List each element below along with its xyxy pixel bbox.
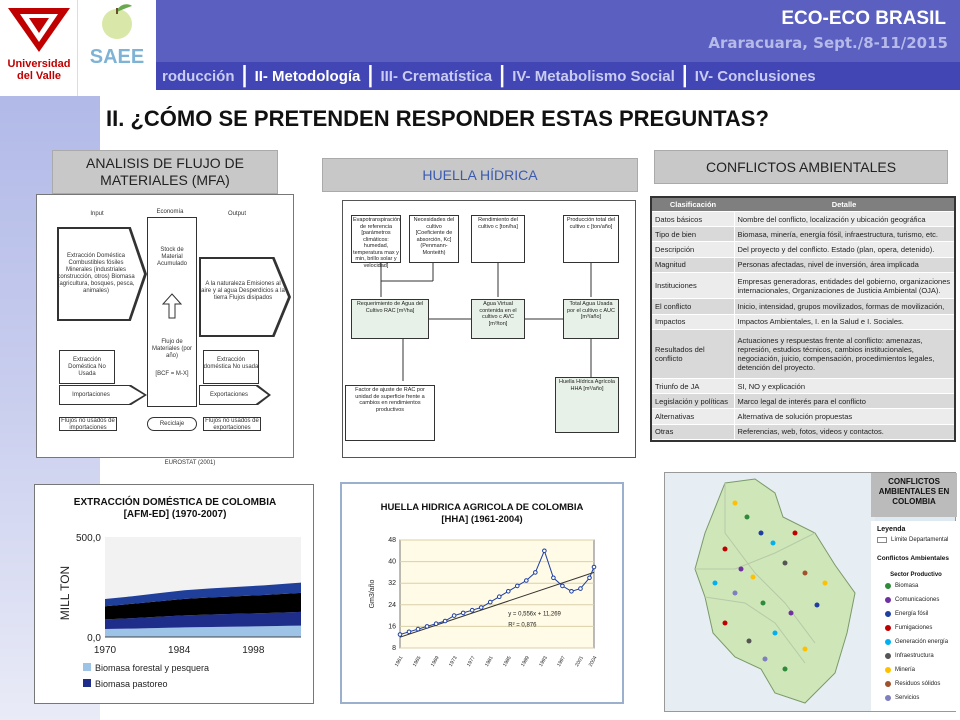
hha-chart-title: HUELLA HIDRICA AGRICOLA DE COLOMBIA [HHA] (1961-2004) — [380, 502, 584, 525]
hha-point — [425, 625, 429, 629]
ed-chart-title: EXTRACCIÓN DOMÉSTICA DE COLOMBIA [AFM-ED] (1970-2007) — [73, 497, 277, 520]
hha-ytick-label: 24 — [388, 601, 396, 609]
map-conflict-marker — [751, 575, 756, 580]
hha-point — [525, 579, 529, 583]
mfa-ext-no-usada-in: Extracción Doméstica No Usada — [68, 357, 106, 377]
legend-dot-icon — [885, 583, 891, 589]
legend-dot-icon — [885, 625, 891, 631]
hha-xtick-label: 1969 — [429, 655, 441, 668]
apple-leaf-icon — [78, 0, 156, 50]
hha-xtick-label: 1961 — [393, 655, 405, 668]
mfa-naturaleza-text: A la naturaleza Emisiones al aire y al agua Desperdicios a la tierra Flujos disipados — [201, 281, 285, 301]
univalle-emblem-icon — [0, 0, 78, 60]
conflictos-title: CONFLICTOS AMBIENTALES — [705, 158, 897, 175]
conflictos-cell-clasificacion: Datos básicos — [652, 212, 734, 227]
hha-chart — [342, 484, 622, 702]
hha-plot-area — [400, 540, 594, 648]
map-title-box — [871, 473, 957, 517]
conflictos-table — [650, 196, 956, 442]
mfa-output-label: Output — [227, 211, 246, 217]
hha-point — [470, 608, 474, 612]
hha-point — [579, 587, 583, 591]
conflictos-row — [652, 212, 954, 227]
hha-xtick-label: 1985 — [502, 655, 513, 668]
map-legend-label: Fumigaciones — [895, 625, 933, 631]
hh-box-necesidades: Necesidades del cultivo [Coeficiente de absorción, Kc] (Penmann-Monteith) — [409, 215, 459, 263]
map-conflict-marker — [759, 531, 764, 536]
nav-item-conclusiones[interactable]: IV- Conclusiones — [694, 67, 816, 85]
hh-box-hha: Huella Hídrica Agrícola HHA [m³/año] — [555, 377, 619, 433]
hha-ytick-label: 16 — [388, 623, 396, 631]
hha-xtick-label: 1981 — [483, 655, 495, 668]
hh-box-auc: Total Agua Usada por el cultivo c AUC [m³/año] — [563, 299, 619, 339]
map-legend-label: Servicios — [895, 695, 920, 701]
map-conflict-marker — [713, 581, 718, 586]
hha-point — [452, 614, 456, 618]
univalle-logo — [0, 0, 78, 96]
map-conflict-marker — [747, 639, 752, 644]
org-title: ECO-ECO BRASIL — [781, 8, 946, 29]
conflictos-row — [652, 314, 954, 329]
ed-ylabel: MILL TON — [58, 565, 72, 621]
hha-point — [497, 595, 501, 599]
colombia-map-shape — [665, 473, 875, 711]
event-location: Araracuara, Sept./8-11/2015 — [708, 34, 948, 52]
legend-dot-icon — [885, 681, 891, 687]
univalle-logo-line2: del Valle — [16, 70, 62, 82]
mfa-title-box — [52, 150, 278, 194]
conflictos-row — [652, 394, 954, 409]
mfa-reciclaje: Reciclaje — [159, 421, 185, 427]
ed-ytick-label: 0,0 — [87, 633, 101, 644]
map-legend-item — [885, 611, 928, 617]
map-legend-item — [885, 583, 918, 589]
conflictos-cell-detalle: Inicio, intensidad, grupos movilizados, formas de movilización, — [734, 299, 954, 314]
map-conflict-marker — [733, 501, 738, 506]
map-legend-title: Leyenda — [877, 526, 906, 533]
hha-point — [552, 576, 556, 580]
map-legend-label: Residuos sólidos — [895, 681, 941, 687]
hh-box-rendimiento: Rendimiento del cultivo c [ton/ha] — [471, 215, 525, 263]
hha-point — [592, 565, 596, 569]
legend-dot-icon — [885, 639, 891, 645]
conflictos-cell-detalle: SI, NO y explicación — [734, 379, 954, 394]
hh-diagram — [342, 200, 636, 458]
hha-r2: R² = 0,876 — [508, 622, 537, 629]
conflictos-title-box — [654, 150, 948, 184]
map-conflict-marker — [723, 547, 728, 552]
map-conflict-marker — [783, 561, 788, 566]
conflictos-cell-detalle: Biomasa, minería, energía fósil, infraestructura, turismo, etc. — [734, 227, 954, 242]
conflictos-cell-detalle: Alternativa de solución propuestas — [734, 409, 954, 424]
map-legend-item — [885, 681, 940, 687]
hha-ytick-label: 32 — [388, 580, 396, 588]
hha-xtick-label: 1965 — [411, 655, 423, 668]
map-conflict-marker — [793, 531, 798, 536]
map-conflict-marker — [815, 603, 820, 608]
map-legend-label: Generación energía — [895, 639, 949, 645]
hha-point — [543, 549, 547, 553]
map-legend-label: Biomasa — [895, 583, 919, 589]
mfa-stock-text: Stock de Material Acumulado — [156, 247, 188, 267]
nav-separator: | — [498, 63, 507, 88]
hha-point — [534, 571, 538, 575]
hha-point — [443, 619, 447, 623]
conflictos-cell-detalle: Personas afectadas, nivel de inversión, área implicada — [734, 257, 954, 272]
univalle-logo-line1: Universidad — [7, 58, 71, 70]
conflictos-cell-detalle: Empresas generadoras, entidades del gobierno, organizaciones internacionales, Organizaciones de Justicia Ambiental (OJA). — [734, 272, 954, 299]
map-legend-item — [885, 597, 939, 603]
nav-item-metodologia[interactable]: II- Metodología — [254, 67, 361, 85]
map-legend-item — [885, 695, 919, 701]
map-legend-label: Infraestructura — [895, 653, 934, 659]
conflictos-head-detalle: Detalle — [734, 198, 954, 212]
map-conflict-marker — [723, 621, 728, 626]
conflict-map-panel — [664, 472, 956, 712]
map-conf-title: Conflictos Ambientales — [877, 555, 949, 562]
map-conflict-marker — [803, 571, 808, 576]
hha-ytick-label: 8 — [392, 645, 396, 652]
hh-title: HUELLA HÍDRICA — [422, 166, 538, 183]
conflictos-cell-detalle: Del proyecto y del conflicto. Estado (plan, opera, detenido). — [734, 242, 954, 257]
conflictos-table-grid — [652, 198, 954, 440]
mfa-title-line1: ANALISIS DE FLUJO DE — [86, 155, 244, 171]
map-legend-label: Comunicaciones — [895, 597, 940, 603]
conflictos-head-clasificacion: Clasificación — [652, 198, 734, 212]
hha-trend-eq: y = 0,556x + 11,269 — [508, 611, 561, 618]
mfa-exportaciones-label: Exportaciones — [209, 392, 249, 398]
map-conflict-marker — [745, 515, 750, 520]
conflictos-cell-detalle: Referencias, web, fotos, videos y contactos. — [734, 424, 954, 439]
hha-xtick-label: 2001 — [574, 655, 585, 668]
mfa-flujos-imp: Flujos no usados de importaciones — [61, 418, 115, 431]
legend-dot-icon — [885, 653, 891, 659]
conflictos-cell-detalle: Nombre del conflicto, localización y ubicación geográfica — [734, 212, 954, 227]
map-legend-limite-label: Límite Departamental — [891, 537, 949, 543]
hha-ylabel: Gm3/año — [369, 579, 376, 609]
conflictos-row — [652, 227, 954, 242]
hha-point — [488, 600, 492, 604]
conflictos-row — [652, 379, 954, 394]
hha-point — [561, 584, 565, 588]
map-legend-label: Energía fósil — [895, 611, 929, 617]
mfa-ext-no-usada-out: Extracción doméstica No usada — [203, 357, 259, 370]
ed-chart — [35, 485, 315, 705]
map-conflict-marker — [823, 581, 828, 586]
saee-logo-text: SAEE — [89, 46, 145, 68]
conflictos-row — [652, 299, 954, 314]
hha-xtick-label: 1989 — [520, 655, 531, 668]
ed-chart-panel — [34, 484, 314, 704]
map-legend-limite — [877, 537, 948, 543]
map-conflict-marker — [739, 567, 744, 572]
up-arrow-icon — [161, 293, 183, 319]
hh-box-produccion: Producción total del cultivo c [ton/año] — [563, 215, 619, 263]
hha-xtick-label: 1997 — [556, 655, 567, 668]
conflictos-cell-clasificacion: Resultados del conflicto — [652, 329, 734, 378]
conflictos-row — [652, 242, 954, 257]
hha-point — [461, 611, 465, 615]
saee-logo — [78, 0, 156, 96]
ed-xtick-label: 1984 — [168, 645, 191, 656]
ed-xtick-label: 1970 — [93, 645, 117, 656]
map-conflict-marker — [733, 591, 738, 596]
mfa-title-line2: MATERIALES (MFA) — [100, 172, 230, 188]
hha-point — [398, 633, 402, 637]
mfa-input-label: Input — [90, 211, 104, 217]
hha-xtick-label: 1993 — [538, 655, 549, 668]
conflictos-row — [652, 409, 954, 424]
conflictos-cell-clasificacion: Legislación y políticas — [652, 394, 734, 409]
hh-box-rac: Requerimiento de Agua del Cultivo RAC [m³/ha] — [351, 299, 429, 339]
conflictos-row — [652, 257, 954, 272]
ed-xtick-label: 1998 — [242, 645, 265, 656]
ed-legend-label: Biomasa pastoreo — [95, 679, 168, 689]
hha-chart-panel — [340, 482, 624, 704]
hha-xtick-label: 1973 — [447, 655, 459, 668]
mfa-importaciones-label: Importaciones — [72, 392, 110, 398]
map-conflict-marker — [773, 631, 778, 636]
mfa-flujos-exp: Flujos no usados de exportaciones — [205, 418, 259, 431]
hha-point — [588, 576, 592, 580]
legend-dot-icon — [885, 667, 891, 673]
map-sector-title: Sector Productivo — [890, 572, 942, 578]
hha-point — [434, 622, 438, 626]
conflictos-cell-detalle: Impactos Ambientales, I. en la Salud e I. Sociales. — [734, 314, 954, 329]
hha-point — [479, 606, 483, 610]
map-conflict-marker — [789, 611, 794, 616]
hha-point — [506, 590, 510, 594]
mfa-source: EUROSTAT (2001) — [164, 460, 216, 466]
conflictos-cell-clasificacion: El conflicto — [652, 299, 734, 314]
legend-dot-icon — [885, 611, 891, 617]
hh-box-avc: Agua Virtual contenida en el cultivo c AVC [m³/ton] — [471, 299, 525, 339]
conflictos-cell-clasificacion: Triunfo de JA — [652, 379, 734, 394]
nav-separator: | — [240, 63, 249, 88]
hha-xtick-label: 2004 — [587, 655, 599, 668]
conflictos-cell-detalle: Marco legal de interés para el conflicto — [734, 394, 954, 409]
mfa-extraccion-text: Extracción Doméstica Combustibles fósiles Minerales (industriales construcción, otros) Biomasa (agricultura, bosques, pesca, animales) — [57, 253, 135, 294]
conflictos-cell-clasificacion: Alternativas — [652, 409, 734, 424]
conflictos-cell-detalle: Actuaciones y respuestas frente al conflicto: amenazas, represión, estudios técnicos, cambios institucionales, negociación, juicio, compensación, procedimientos legales, detención del proyecto. — [734, 329, 954, 378]
hh-box-factor: Factor de ajuste de RAC por unidad de superficie frente a cambios en rendimientos productivos — [345, 385, 435, 441]
map-title: CONFLICTOS AMBIENTALES EN COLOMBIA — [878, 477, 950, 506]
hh-title-box — [322, 158, 638, 192]
map-legend-item — [885, 667, 915, 673]
hha-point — [516, 584, 520, 588]
legend-dot-icon — [885, 695, 891, 701]
map-legend — [871, 521, 957, 711]
hha-point — [570, 590, 574, 594]
mfa-formula: [BCF = M-X] — [155, 371, 189, 377]
map-legend-item — [885, 653, 934, 659]
hha-ytick-label: 48 — [388, 537, 396, 544]
ed-legend-swatch — [83, 663, 91, 671]
ed-legend-label: Biomasa forestal y pesquera — [95, 663, 210, 673]
hha-point — [416, 627, 420, 631]
nav-separator: | — [366, 63, 375, 88]
conflictos-row — [652, 424, 954, 439]
mfa-diagram — [36, 194, 294, 458]
conflictos-cell-clasificacion: Descripción — [652, 242, 734, 257]
map-conflict-marker — [761, 601, 766, 606]
ed-legend-swatch — [83, 679, 91, 687]
nav-item-introduccion[interactable]: roducción — [162, 67, 235, 85]
page-title: II. ¿CÓMO SE PRETENDEN RESPONDER ESTAS PREGUNTAS? — [106, 106, 769, 131]
hha-xtick-label: 1977 — [465, 655, 477, 668]
hha-ytick-label: 40 — [388, 558, 396, 566]
nav-item-metabolismo[interactable]: IV- Metabolismo Social — [512, 67, 675, 85]
conflictos-row — [652, 272, 954, 299]
legend-dot-icon — [885, 597, 891, 603]
map-conflict-marker — [771, 541, 776, 546]
mfa-economia-label: Economía — [156, 209, 184, 215]
hha-point — [407, 630, 411, 634]
map-legend-item — [885, 639, 948, 645]
conflictos-row — [652, 329, 954, 378]
map-legend-item — [885, 625, 932, 631]
conflictos-cell-clasificacion: Tipo de bien — [652, 227, 734, 242]
mfa-flujo-text: Flujo de Materiales (por año) — [151, 339, 192, 359]
conflictos-cell-clasificacion: Instituciones — [652, 272, 734, 299]
conflictos-cell-clasificacion: Otras — [652, 424, 734, 439]
map-conflict-marker — [763, 657, 768, 662]
ed-ytick-label: 500,0 — [75, 533, 101, 544]
section-nav — [156, 62, 960, 90]
nav-separator: | — [680, 63, 689, 88]
conflictos-cell-clasificacion: Impactos — [652, 314, 734, 329]
map-conflict-marker — [783, 667, 788, 672]
conflictos-cell-clasificacion: Magnitud — [652, 257, 734, 272]
map-conflict-marker — [803, 647, 808, 652]
map-legend-label: Minería — [895, 667, 916, 673]
conflictos-table-body — [652, 212, 954, 440]
hh-box-evapotranspiracion: Evapotranspiración de referencia [parámetros climáticos: humedad, temperatura max y min, brillo solar y velocidad] — [353, 217, 401, 269]
nav-item-crematistica[interactable]: III- Crematística — [380, 67, 493, 85]
